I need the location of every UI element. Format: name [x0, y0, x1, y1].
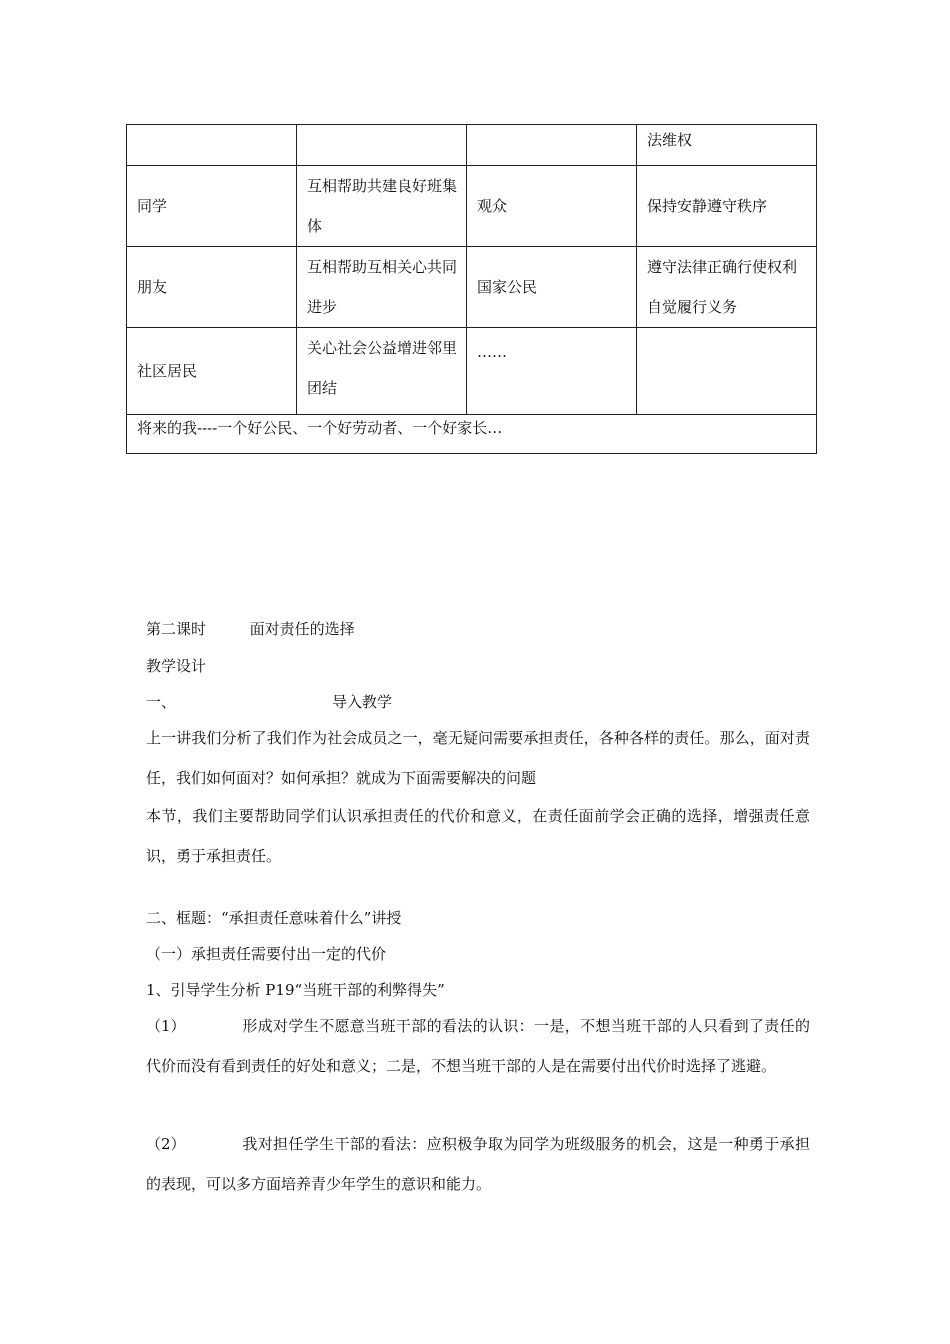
numbered-paragraph [146, 1006, 810, 1086]
duty-cell: 关心社会公益增进邻里团结 [297, 328, 467, 415]
table-cell [297, 125, 467, 166]
teaching-design-heading: 教学设计 [146, 657, 207, 675]
duty-cell: 遵守法律正确行使权利自觉履行义务 [637, 247, 817, 328]
role-cell: …… [467, 328, 637, 415]
duty-cell [637, 328, 817, 415]
lesson-title-number: 第二课时 [146, 620, 207, 638]
numbered-paragraph [146, 1124, 810, 1204]
section-two-heading: 二、框题：“承担责任意味着什么”讲授 [146, 909, 402, 927]
item-heading: 1、引导学生分析 P19“当班干部的利弊得失” [146, 981, 445, 999]
item-number: （1） [146, 1017, 186, 1035]
table-row [127, 125, 817, 166]
duty-cell: 互相帮助共建良好班集体 [297, 166, 467, 247]
role-cell: 朋友 [127, 247, 297, 328]
table-row [127, 415, 817, 454]
table-row [127, 247, 817, 328]
goal-paragraph: 本节，我们主要帮助同学们认识承担责任的代价和意义，在责任面前学会正确的选择，增强责任意识，勇于承担责任。 [146, 807, 810, 865]
table-row [127, 328, 817, 415]
section-number: 一、 [146, 693, 177, 711]
lesson-title [146, 618, 355, 639]
lesson-title-text: 面对责任的选择 [249, 620, 355, 638]
table-cell [127, 125, 297, 166]
table-row [127, 166, 817, 247]
section-one-heading [146, 691, 446, 712]
role-cell: 观众 [467, 166, 637, 247]
item-text: 我对担任学生干部的看法：应积极争取为同学为班级服务的机会，这是一种勇于承担的表现，可以多方面培养青少年学生的意识和能力。 [146, 1135, 810, 1193]
duty-cell: 保持安静遵守秩序 [637, 166, 817, 247]
subsection-heading: （一）承担责任需要付出一定的代价 [146, 945, 387, 963]
table-cell: 法维权 [637, 125, 817, 166]
table-footer-cell: 将来的我----一个好公民、一个好劳动者、一个好家长… [127, 415, 817, 454]
section-title: 导入教学 [332, 693, 393, 711]
item-text: 形成对学生不愿意当班干部的看法的认识：一是，不想当班干部的人只看到了责任的代价而没有看到责任的好处和意义；二是，不想当班干部的人是在需要付出代价时选择了逃避。 [146, 1017, 810, 1075]
duty-cell: 互相帮助互相关心共同进步 [297, 247, 467, 328]
role-cell: 社区居民 [127, 328, 297, 415]
intro-paragraph: 上一讲我们分析了我们作为社会成员之一，毫无疑问需要承担责任，各种各样的责任。那么，面对责任，我们如何面对？如何承担？就成为下面需要解决的问题 [146, 729, 810, 787]
role-cell: 同学 [127, 166, 297, 247]
item-number: （2） [146, 1135, 186, 1153]
table-cell [467, 125, 637, 166]
responsibility-table [126, 124, 817, 454]
role-cell: 国家公民 [467, 247, 637, 328]
